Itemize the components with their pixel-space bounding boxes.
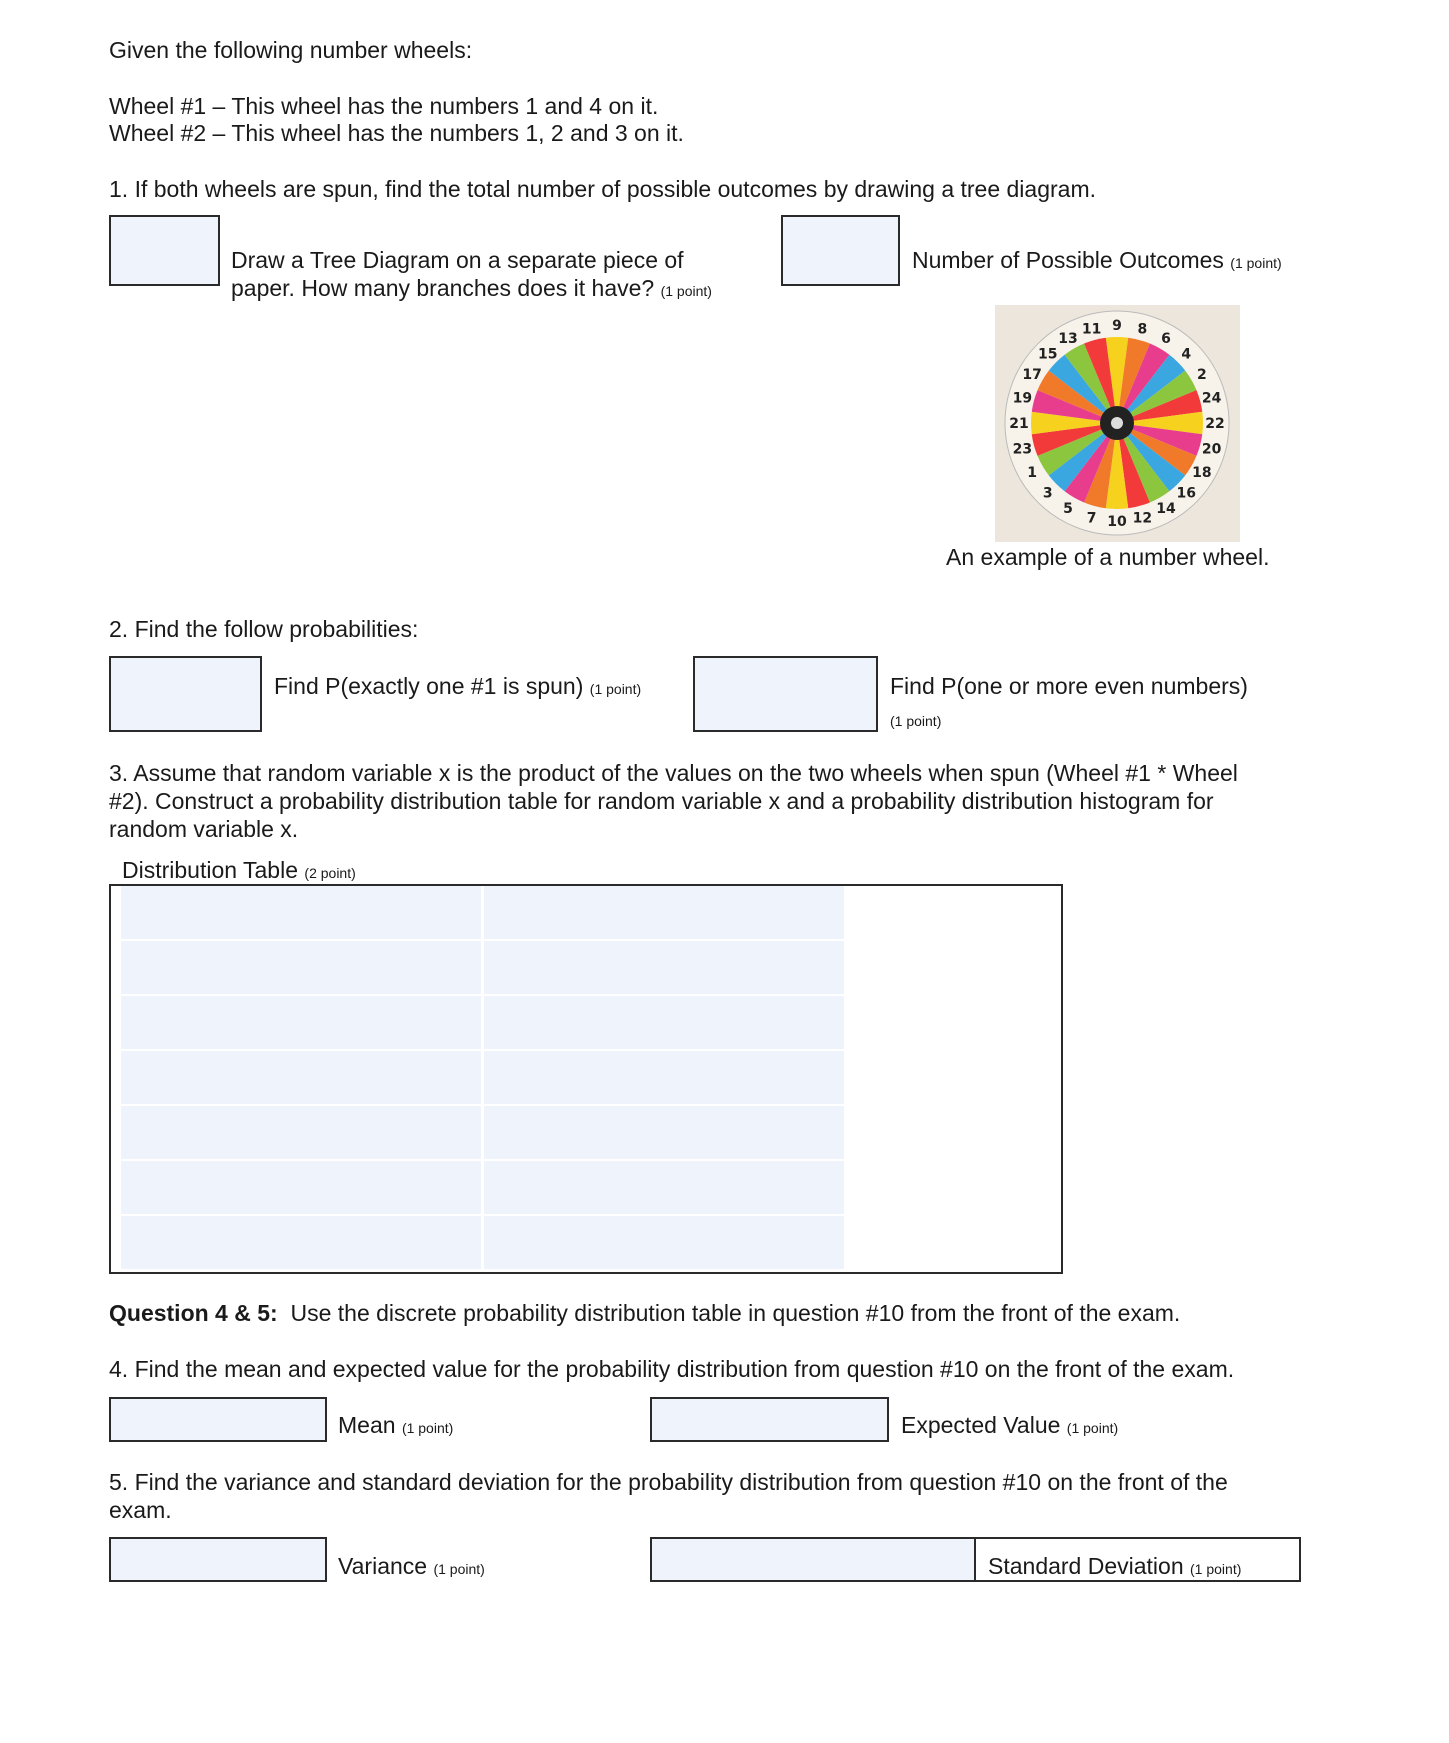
outcomes-points: (1 point) xyxy=(1230,255,1282,271)
wheel-number: 3 xyxy=(1042,485,1053,502)
variance-points: (1 point) xyxy=(433,1561,485,1577)
distribution-table xyxy=(109,884,1063,1274)
wheel-number: 11 xyxy=(1081,321,1102,338)
mean-points: (1 point) xyxy=(401,1420,454,1436)
p-even-points: (1 point) xyxy=(890,713,942,729)
branches-label-line2: paper. How many branches does it have? (1 point) xyxy=(231,275,712,301)
wheel-number: 19 xyxy=(1012,390,1033,407)
question-2-text: 2. Find the follow probabilities: xyxy=(109,616,419,642)
wheel-number: 21 xyxy=(1009,416,1029,432)
question-1-text: 1. If both wheels are spun, find the total number of possible outcomes by drawing a tree diagram. xyxy=(109,176,1097,202)
standard-deviation-answer-box[interactable] xyxy=(650,1537,976,1582)
distribution-table-cell[interactable] xyxy=(484,1051,844,1104)
wheel-number: 18 xyxy=(1192,465,1212,481)
variance-label: Variance (1 point) xyxy=(338,1553,485,1579)
p-exactly-one-label: Find P(exactly one #1 is spun) (1 point) xyxy=(274,673,642,699)
expected-value-label: Expected Value (1 point) xyxy=(901,1412,1119,1438)
wheel-number: 5 xyxy=(1063,500,1073,517)
distribution-table-label: Distribution Table (2 point) xyxy=(122,857,356,883)
mean-answer-box[interactable] xyxy=(109,1397,327,1442)
p-even-answer-box[interactable] xyxy=(693,656,878,732)
distribution-table-cell[interactable] xyxy=(484,941,844,994)
expected-value-points: (1 point) xyxy=(1066,1420,1119,1436)
wheel-number: 12 xyxy=(1132,510,1153,527)
distribution-table-cell[interactable] xyxy=(121,1216,481,1269)
mean-label: Mean (1 point) xyxy=(338,1412,454,1438)
standard-deviation-points: (1 point) xyxy=(1190,1561,1242,1577)
distribution-table-cell[interactable] xyxy=(484,1161,844,1214)
question-4-text: 4. Find the mean and expected value for the probability distribution from question #10 on the front of the exam. xyxy=(109,1356,1235,1382)
branches-answer-box[interactable] xyxy=(109,215,220,286)
wheel-number: 13 xyxy=(1058,331,1078,348)
number-wheel-graphic xyxy=(995,305,1240,542)
outcomes-answer-box[interactable] xyxy=(781,215,900,286)
distribution-table-cell[interactable] xyxy=(121,1161,481,1214)
number-wheel-image xyxy=(995,305,1240,542)
distribution-table-cell[interactable] xyxy=(484,1216,844,1269)
question-5-line1: 5. Find the variance and standard deviation for the probability distribution from question #10 on the front of the xyxy=(109,1469,1228,1495)
question-3-line2: #2). Construct a probability distribution table for random variable x and a probability distribution histogram for xyxy=(109,788,1214,814)
wheel-number: 2 xyxy=(1196,367,1207,383)
wheel-number: 15 xyxy=(1037,346,1058,363)
distribution-table-cell[interactable] xyxy=(484,886,844,939)
p-even-label: Find P(one or more even numbers) xyxy=(890,673,1248,699)
wheel-number: 9 xyxy=(1112,318,1122,334)
wheel-number: 20 xyxy=(1201,441,1222,458)
distribution-table-cell[interactable] xyxy=(121,1051,481,1104)
wheel-caption: An example of a number wheel. xyxy=(946,544,1270,570)
expected-value-answer-box[interactable] xyxy=(650,1397,889,1442)
outcomes-label: Number of Possible Outcomes (1 point) xyxy=(912,247,1282,273)
distribution-table-cell[interactable] xyxy=(121,996,481,1049)
wheel-hub-center xyxy=(1111,417,1123,429)
branches-label-line1: Draw a Tree Diagram on a separate piece of xyxy=(231,247,684,273)
wheel-number: 16 xyxy=(1176,485,1197,502)
variance-answer-box[interactable] xyxy=(109,1537,327,1582)
distribution-table-cell[interactable] xyxy=(484,1106,844,1159)
wheel-number: 7 xyxy=(1086,510,1097,527)
wheel-number: 23 xyxy=(1012,441,1033,458)
question-4-5-instructions: Question 4 & 5: Use the discrete probability distribution table in question #10 from the front of the exam. xyxy=(109,1300,1181,1326)
distribution-table-cell[interactable] xyxy=(484,996,844,1049)
wheel-number: 17 xyxy=(1022,367,1042,383)
wheel-number: 24 xyxy=(1201,390,1222,407)
wheel-number: 10 xyxy=(1107,514,1127,530)
p-exactly-one-answer-box[interactable] xyxy=(109,656,262,732)
question-4-5-heading: Question 4 & 5: xyxy=(109,1300,278,1326)
wheel-number: 22 xyxy=(1205,416,1225,432)
intro-text: Given the following number wheels: xyxy=(109,37,473,63)
p-exactly-one-points: (1 point) xyxy=(589,681,642,697)
distribution-table-points: (2 point) xyxy=(304,865,356,881)
distribution-table-cell[interactable] xyxy=(121,886,481,939)
wheel-2-description: Wheel #2 – This wheel has the numbers 1, 2 and 3 on it. xyxy=(109,120,684,146)
distribution-table-cell[interactable] xyxy=(121,941,481,994)
wheel-number: 14 xyxy=(1156,500,1176,517)
standard-deviation-label: Standard Deviation (1 point) xyxy=(988,1553,1242,1579)
distribution-table-cell[interactable] xyxy=(121,1106,481,1159)
wheel-number: 6 xyxy=(1161,331,1171,348)
wheel-number: 4 xyxy=(1181,346,1192,363)
wheel-number: 1 xyxy=(1027,465,1038,481)
wheel-number: 8 xyxy=(1137,321,1148,338)
question-5-line2: exam. xyxy=(109,1497,172,1523)
question-3-line3: random variable x. xyxy=(109,816,299,842)
wheel-1-description: Wheel #1 – This wheel has the numbers 1 and 4 on it. xyxy=(109,93,659,119)
question-3-line1: 3. Assume that random variable x is the product of the values on the two wheels when spun (Wheel #1 * Wheel xyxy=(109,760,1238,786)
branches-points: (1 point) xyxy=(660,283,712,299)
